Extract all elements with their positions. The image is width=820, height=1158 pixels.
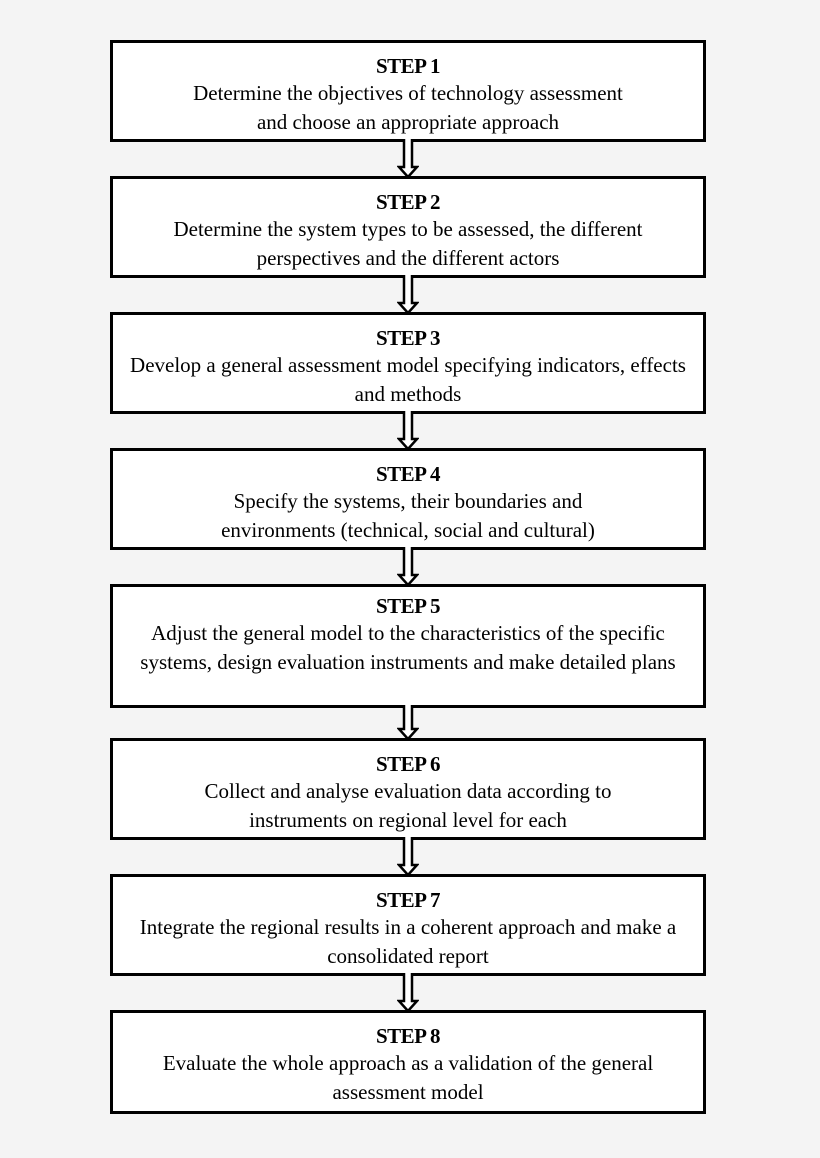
down-arrow-icon <box>397 973 419 1012</box>
step-title: STEP 1 <box>375 54 441 78</box>
step-text: Determine the objectives of technology assessment and choose an appropriate approach <box>193 81 623 134</box>
step-text: Develop a general assessment model specifying indicators, effects and methods <box>130 353 686 406</box>
step-box-8 <box>110 1010 706 1114</box>
step-title: STEP 5 <box>375 594 441 618</box>
step-text: Collect and analyse evaluation data according to instruments on regional level for each <box>204 779 612 832</box>
step-box-4 <box>110 448 706 550</box>
step-title: STEP 6 <box>375 752 441 776</box>
step-box-7 <box>110 874 706 976</box>
step-box-5 <box>110 584 706 708</box>
down-arrow-icon <box>397 275 419 314</box>
step-title: STEP 8 <box>375 1024 441 1048</box>
step-box-2 <box>110 176 706 278</box>
down-arrow-icon <box>397 705 419 740</box>
step-box-1 <box>110 40 706 142</box>
step-text: Adjust the general model to the characteristics of the specific systems, design evaluation instruments and make detailed plans <box>140 621 676 674</box>
step-box-6 <box>110 738 706 840</box>
down-arrow-icon <box>397 837 419 876</box>
step-text: Determine the system types to be assessed, the different perspectives and the different actors <box>173 217 643 270</box>
step-text: Evaluate the whole approach as a validation of the general assessment model <box>162 1051 654 1104</box>
down-arrow-icon <box>397 547 419 586</box>
step-text: Integrate the regional results in a coherent approach and make a consolidated report <box>139 915 677 968</box>
step-box-3 <box>110 312 706 414</box>
step-title: STEP 7 <box>375 888 441 912</box>
down-arrow-icon <box>397 411 419 450</box>
down-arrow-icon <box>397 139 419 178</box>
step-text: Specify the systems, their boundaries and environments (technical, social and cultural) <box>221 489 595 542</box>
step-title: STEP 3 <box>375 326 441 350</box>
step-title: STEP 4 <box>375 462 441 486</box>
step-title: STEP 2 <box>375 190 441 214</box>
